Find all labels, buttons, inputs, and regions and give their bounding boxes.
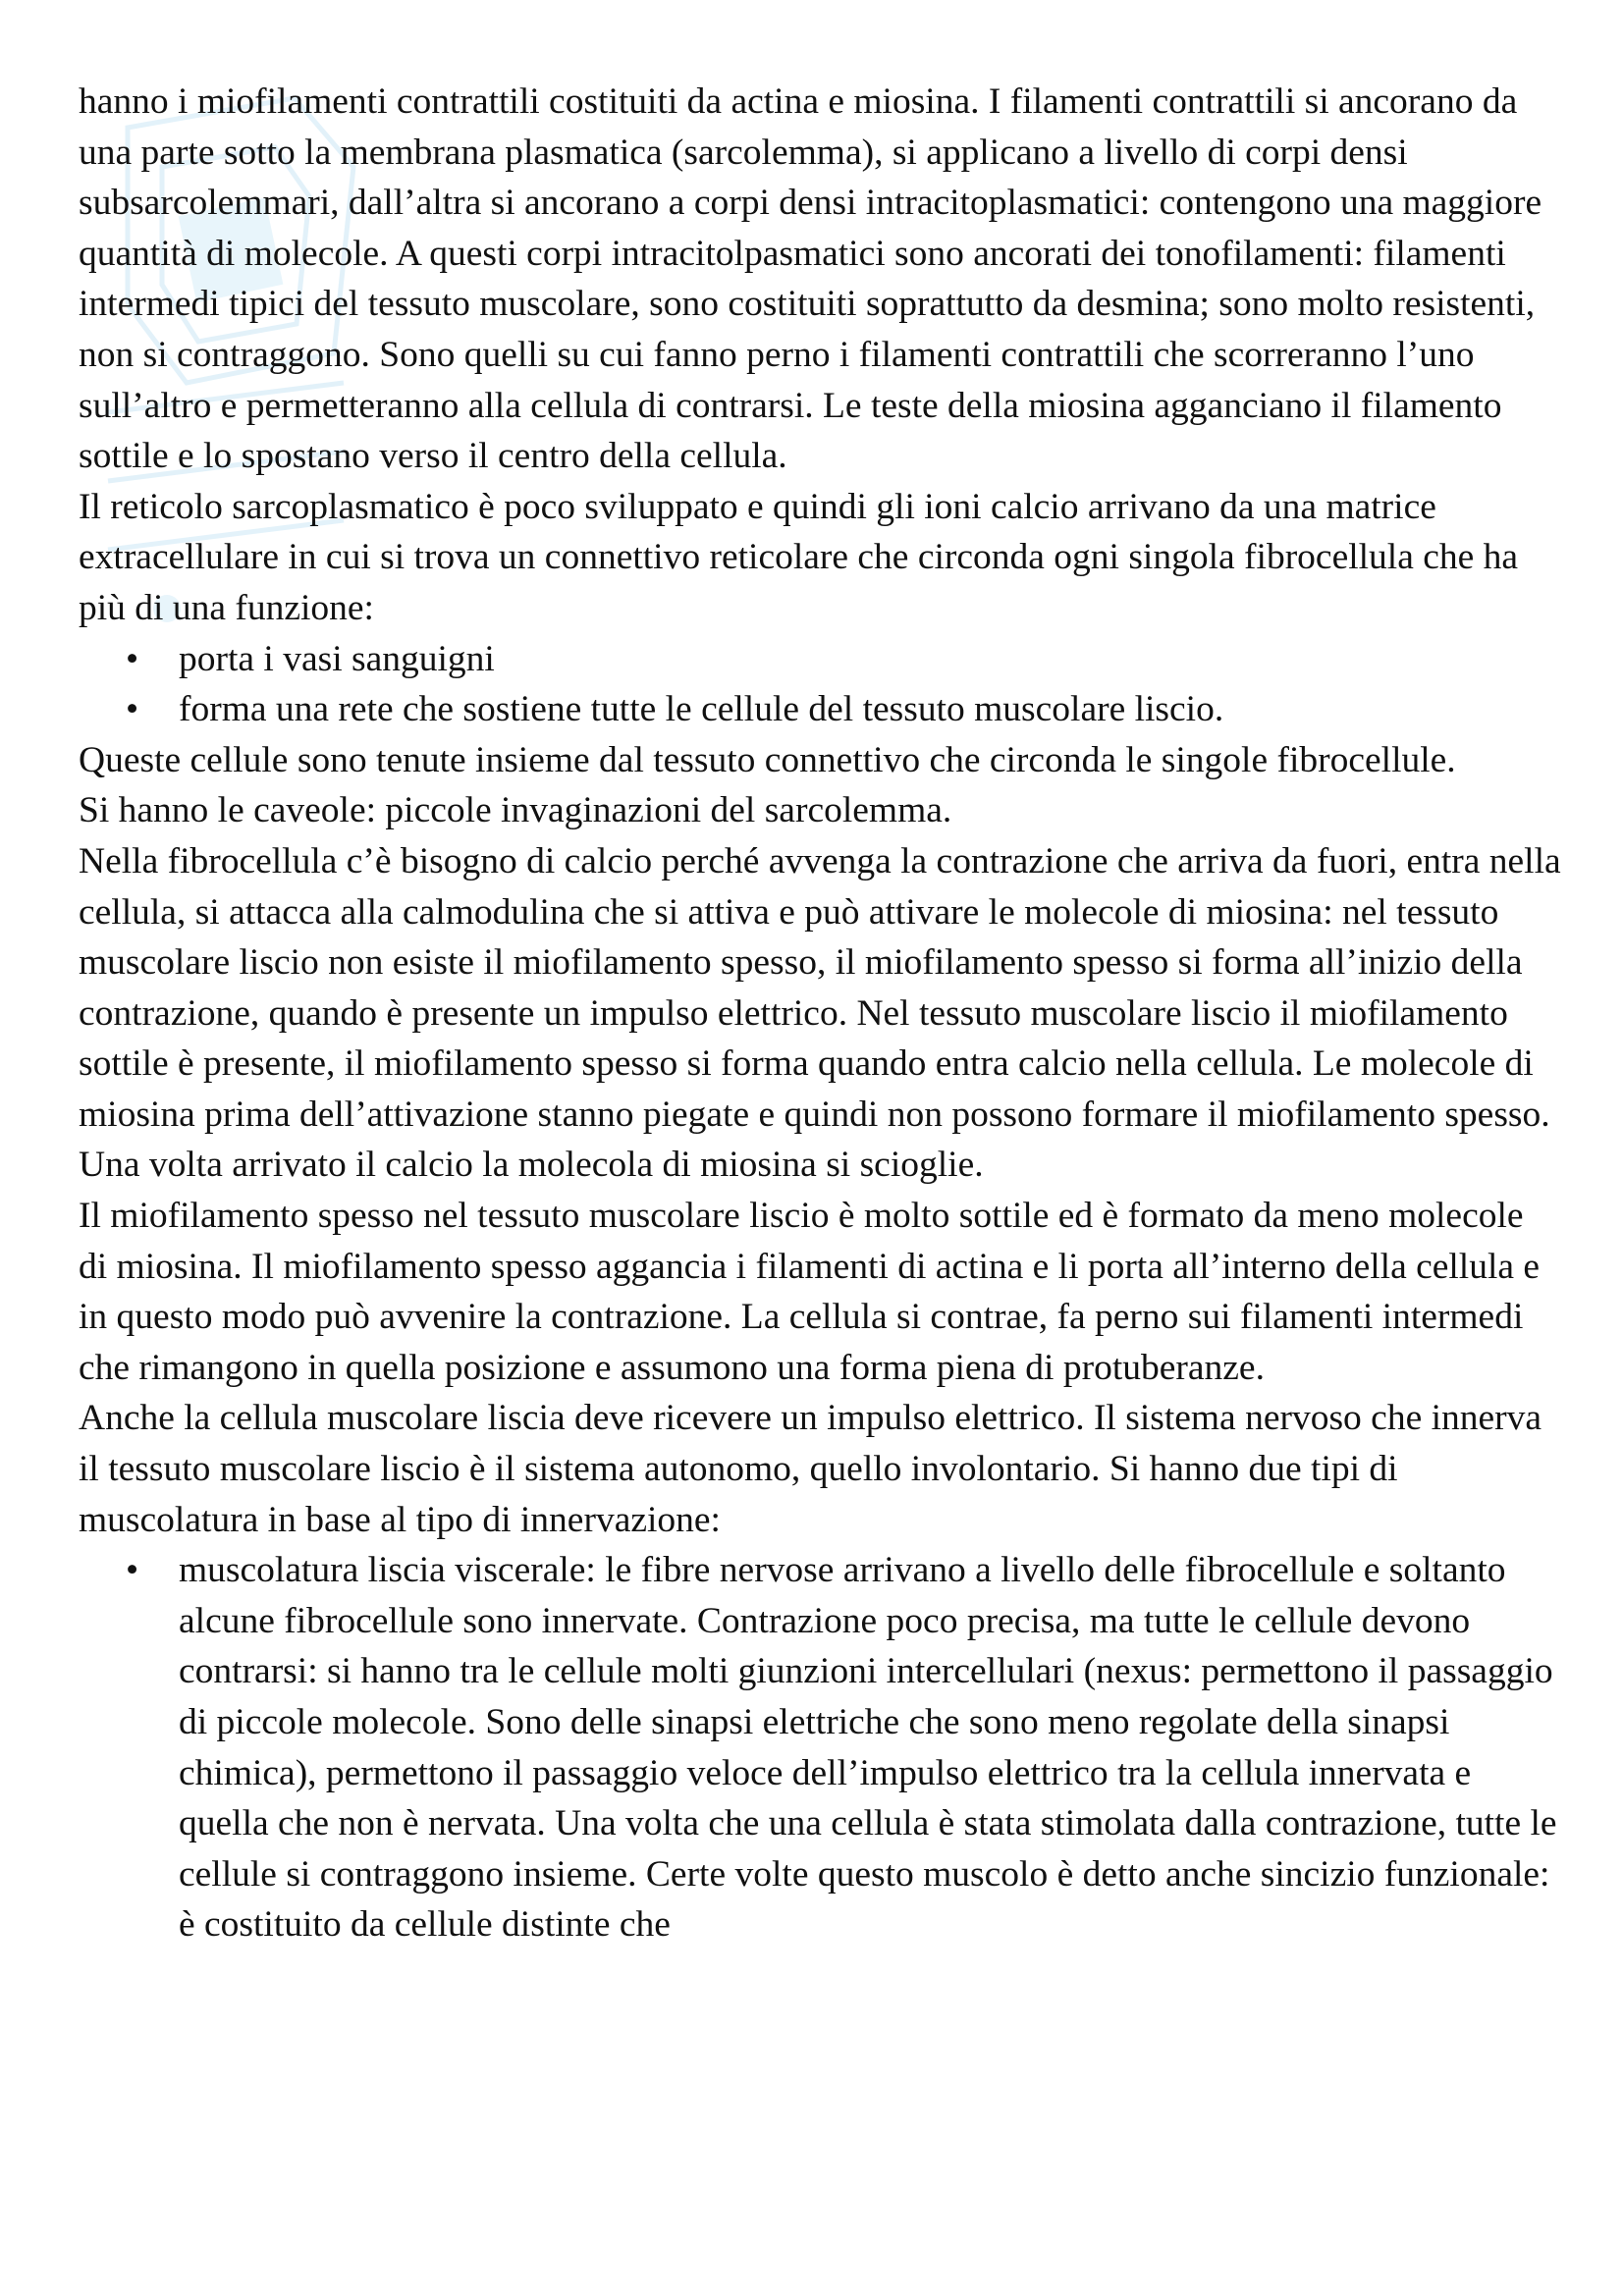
paragraph: Queste cellule sono tenute insieme dal tessuto connettivo che circonda le singole fibrocellule. <box>79 739 1456 780</box>
paragraph: Nella fibrocellula c’è bisogno di calcio perché avvenga la contrazione che arriva da fuori, entra nella cellula, si attacca alla calmodulina che si attiva e può attivare le molecole di miosina: nel tessuto muscolare liscio non esiste il miofilamento spesso, il miofilamento spesso si forma all’inizio della contrazione, quando è presente un impulso elettrico. Nel tessuto muscolare liscio il miofilamento sottile è presente, il miofilamento spesso si forma quando entra calcio nella cellula. Le molecole di miosina prima dell’attivazione stanno piegate e quindi non possono formare il miofilamento spesso. Una volta arrivato il calcio la molecola di miosina si scioglie. <box>79 840 1561 1186</box>
paragraph: Il reticolo sarcoplasmatico è poco sviluppato e quindi gli ioni calcio arrivano da una matrice extracellulare in cui si trova un connettivo reticolare che circonda ogni singola fibrocellula che ha più di una funzione: <box>79 486 1519 628</box>
bullet-list <box>79 634 1561 735</box>
list-item-text: porta i vasi sanguigni <box>179 638 495 679</box>
bullet-icon: • <box>126 638 139 679</box>
bullet-list <box>79 1545 1561 1950</box>
list-item <box>79 634 1561 685</box>
paragraph: Anche la cellula muscolare liscia deve ricevere un impulso elettrico. Il sistema nervoso che innerva il tessuto muscolare liscio è il sistema autonomo, quello involontario. Si hanno due tipi di muscolatura in base al tipo di innervazione: <box>79 1398 1542 1540</box>
list-item-text: forma una rete che sostiene tutte le cellule del tessuto muscolare liscio. <box>179 689 1224 730</box>
paragraph: Il miofilamento spesso nel tessuto muscolare liscio è molto sottile ed è formato da meno molecole di miosina. Il miofilamento spesso aggancia i filamenti di actina e li porta all’interno della cellula e in questo modo può avvenire la contrazione. La cellula si contrae, fa perno sui filamenti intermedi che rimangono in quella posizione e assumono una forma piena di protuberanze. <box>79 1196 1541 1388</box>
document-body <box>79 77 1561 1950</box>
list-item-text: muscolatura liscia viscerale: le fibre nervose arrivano a livello delle fibrocellule e soltanto alcune fibrocellule sono innervate. Contrazione poco precisa, ma tutte le cellule devono contrarsi: si hanno tra le cellule molti giunzioni intercellulari (nexus: permettono il passaggio di piccole molecole. Sono delle sinapsi elettriche che sono meno regolate della sinapsi chimica), permettono il passaggio veloce dell’impulso elettrico tra la cellula innervata e quella che non è nervata. Una volta che una cellula è stata stimolata dalla contrazione, tutte le cellule si contraggono insieme. Certe volte questo muscolo è detto anche sincizio funzionale: è costituito da cellule distinte che <box>179 1550 1557 1946</box>
paragraph: Si hanno le caveole: piccole invaginazioni del sarcolemma. <box>79 790 952 831</box>
bullet-icon: • <box>126 1550 139 1591</box>
list-item <box>79 684 1561 735</box>
paragraph: hanno i miofilamenti contrattili costituiti da actina e miosina. I filamenti contrattili si ancorano da una parte sotto la membrana plasmatica (sarcolemma), si applicano a livello di corpi densi subsarcolemmari, dall’altra si ancorano a corpi densi intracitoplasmatici: contengono una maggiore quantità di molecole. A questi corpi intracitolpasmatici sono ancorati dei tonofilamenti: filamenti intermedi tipici del tessuto muscolare, sono costituiti soprattutto da desmina; sono molto resistenti, non si contraggono. Sono quelli su cui fanno perno i filamenti contrattili che scorreranno l’uno sull’altro e permetteranno alla cellula di contrarsi. Le teste della miosina agganciano il filamento sottile e lo spostano verso il centro della cellula. <box>79 81 1542 477</box>
list-item <box>79 1545 1561 1950</box>
bullet-icon: • <box>126 689 139 730</box>
